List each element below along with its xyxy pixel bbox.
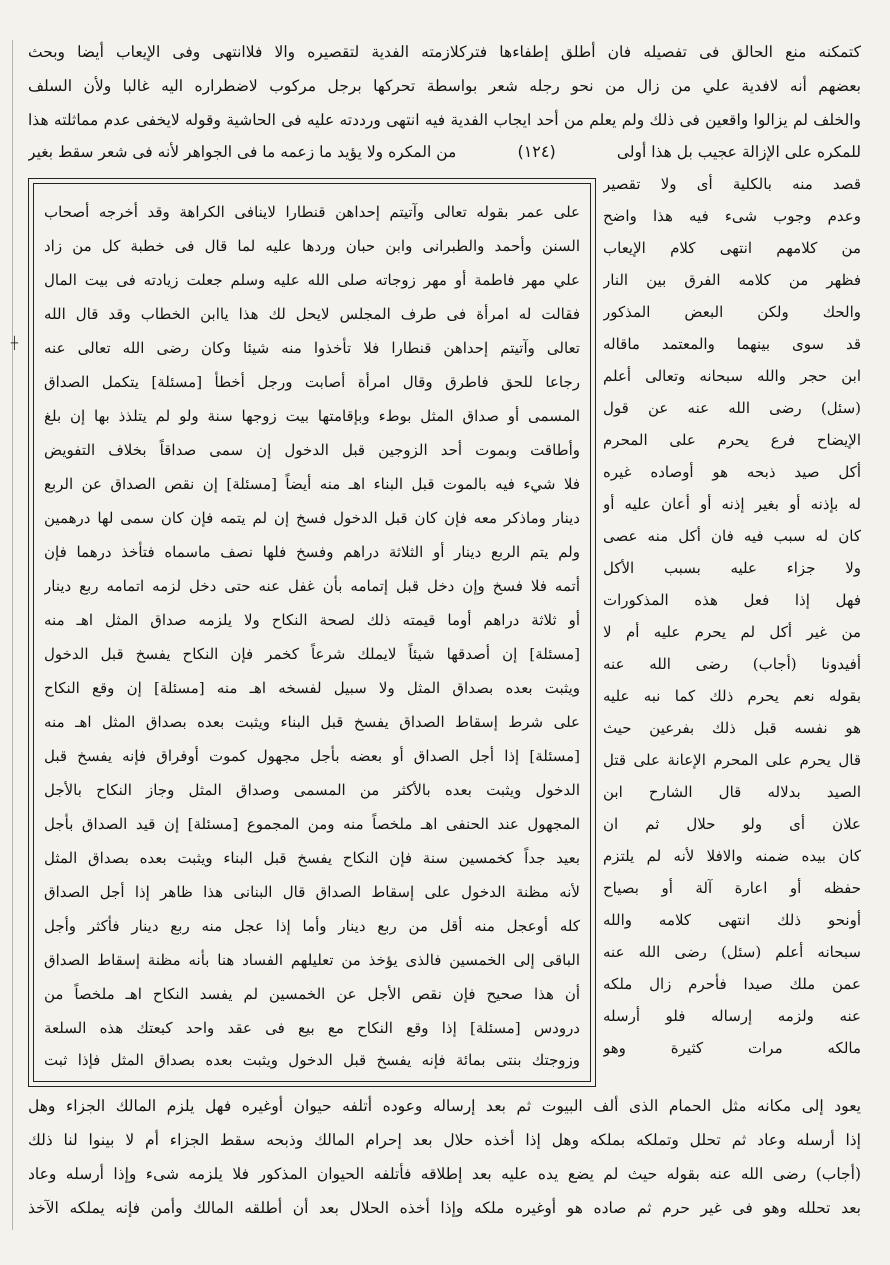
box-line: على شرط إسقاط الصداق يفسخ قبل البناء ويثبت بعده بصداق المثل اهـ منه: [44, 713, 580, 731]
marker-line-right: للمكره على الإزالة عجيب بل هذا أولى: [616, 143, 861, 161]
box-line: كله أوعجل منه أقل من ربع دينار وأما إذا عجل منه ربع دينار فأكثر وأجل: [44, 917, 580, 935]
side-line: سبحانه أعلم (سئل) رضى الله عنه: [603, 943, 861, 961]
side-line: وعدم وجوب شىء فيه هذا واضح: [603, 207, 861, 225]
side-line: كان له سبب فيه فان أكل منه عصى: [603, 527, 861, 545]
box-line: أن هذا صحيح فإن نقص الأجل عن الخمسين لم يفسد النكاح اهـ ملخصاً من: [44, 985, 580, 1003]
top-line: كتمكنه منع الحالق فى تفصيله فان أطلق إطفاءها فتركلازمته الفدية لتقصيره والا فلاانتهى وفى الإيعاب أيضا وبحث: [28, 43, 861, 61]
side-line: الصيد بدلاله قال الشارح ابن: [603, 783, 861, 801]
top-line: بعضهم أنه لافدية علي من زال من نحو رجله شعر بواسطة تحركها برجل مركوب لاضطراره اليه غالبا ولأن السلف: [28, 77, 861, 95]
box-line: ويثبت بعده بصداق المثل ولا سبيل لفسخه اهـ منه [مسئلة] إن وقع النكاح: [44, 679, 580, 697]
side-line: له بإذنه أو بغير إذنه أو أعان عليه أو: [603, 495, 861, 513]
side-line: ابن حجر والله سبحانه وتعالى أعلم: [603, 367, 861, 385]
box-line: وزوجتك بنتى بمائة فإنه يفسخ قبل الدخول ويثبت بعده بصداق المثل فإذا ثبت: [44, 1051, 580, 1069]
box-line: الباقى إلى الخمسين فالذى يؤخذ من تعليلهم الفساد هنا بأنه مظنة إسقاط الصداق: [44, 951, 580, 969]
box-line: [مسئلة] إن أصدقها شيئاً لايملك شرعاً كخمر فإن النكاح يفسخ قبل الدخول: [44, 645, 580, 663]
box-line: درودس [مسئلة] إذا وقع النكاح مع بيع فى عقد واحد كبعتك هذه السلعة: [44, 1019, 580, 1037]
side-line: أكل صيد ذبحه هو أوصاده غيره: [603, 463, 861, 481]
side-line: أفيدونا (أجاب) رضى الله عنه: [603, 655, 861, 673]
page-number: (١٢٤): [517, 142, 556, 161]
side-line: عمن ملك صيدا فأحرم زال ملكه: [603, 975, 861, 993]
side-line: والحك ولكن البعض المذكور: [603, 303, 861, 321]
left-margin-rule: [12, 40, 13, 1230]
side-line: ولا جزاء عليه بسبب الأكل: [603, 559, 861, 577]
side-line: من كلامهم انتهى كلام الإيعاب: [603, 239, 861, 257]
marker-line-left: من المكره ولا يؤيد ما زعمه ما فى الجواهر لأنه فى شعر سقط بغير: [28, 143, 457, 161]
box-line: أو ثلاثة دراهم أوما قيمته ذلك لصحة النكاح ولا يلزمه صداق المثل اهـ منه: [44, 611, 580, 629]
box-line: تعالى وآتيتم إحداهن قنطارا فلا تأخذوا منه شيئا وكان رضى الله تعالى عنه: [44, 339, 580, 357]
bottom-line: بعد تحلله وهو فى غير حرم ثم صاده هو أوغيره ملكه وإذا أخذه الحلال بعد أن أطلقه المالك وأمن فإنه يملكه الآخذ: [28, 1199, 861, 1217]
box-line: ولم يتم الربع دينار أو الثلاثة دراهم وفسخ فلها نصف ماسماه فتأخذ درهما فإن: [44, 543, 580, 561]
box-line: وأطاقت وبموت أحد الزوجين قبل الدخول إن سمى صداقاً بخلاف التفويض: [44, 441, 580, 459]
page-number-line: [28, 138, 861, 168]
top-line: والخلف لم يزالوا واقعين فى ذلك ولم يعلم من أحد ايجاب الفدية فيه انتهى ورددته عليه فى الحاشية وقوله لايخفى عدم مماثلته هذا: [28, 111, 861, 129]
side-line: كان بيده ضمنه والافلا لأنه لم يلتزم: [603, 847, 861, 865]
side-line: قصد منه بالكلية أى ولا تقصير: [603, 175, 861, 193]
side-line: بقوله نعم يحرم ذلك كما نبه عليه: [603, 687, 861, 705]
box-line: فقالت له امرأة فى طرف المجلس لايحل لك هذا ياابن الخطاب وقد قال الله: [44, 305, 580, 323]
box-line: بعيد جداً كخمسين سنة فإن النكاح يفسخ قبل البناء ويثبت بعده بصداق المثل: [44, 849, 580, 867]
side-line: قال يحرم على المحرم الإعانة على قتل: [603, 751, 861, 769]
box-line: [مسئلة] إذا أجل الصداق أو بعضه بأجل مجهول كموت أوفراق فإنه يفسخ قبل: [44, 747, 580, 765]
side-line: علان أى ولو حلال ثم ان: [603, 815, 861, 833]
box-line: على عمر بقوله تعالى وآتيتم إحداهن قنطارا لاينافى الكراهة وقد أخرجه أصحاب: [44, 203, 580, 221]
box-line: رجاعا للحق فاطرق وقال امرأة أصابت ورجل أخطأ [مسئلة] يتكمل الصداق: [44, 373, 580, 391]
side-line: مالكه مرات كثيرة وهو: [603, 1039, 861, 1057]
box-line: فلا شيء فيه بالموت قبل البناء اهـ منه أيضاً [مسئلة] إن نقص الصداق عن الربع: [44, 475, 580, 493]
box-line: علي مهر فاطمة أو مهر زوجاته صلى الله عليه وسلم جعلت زيادته فى بيت المال: [44, 271, 580, 289]
bottom-line: (أجاب) رضى الله عنه بقوله حيث لم يضع يده عليه بعد إطلاقه فأتلفه الحيوان المذكور فلا يلزمه شىء وإذا أرسله وعاد: [28, 1165, 861, 1183]
box-line: المجهول عند الحنفى اهـ ملخصاً منه ومن المجموع [مسئلة] إن قيد الصداق بأجل: [44, 815, 580, 833]
side-line: من غير أكل لم يحرم عليه أم لا: [603, 623, 861, 641]
box-line: السنن وأحمد والطبرانى وابن حبان وردها عليه لما قال فى خطبة كل من زاد: [44, 237, 580, 255]
box-line: الدخول ويثبت بعده بالأكثر من المسمى وصداق المثل وجاز النكاح بالأجل: [44, 781, 580, 799]
box-line: دينار وماذكر معه فإن كان قبل الدخول فسخ إن لم يتمه فإن كان سمى لها درهمين: [44, 509, 580, 527]
margin-cross-mark: ┼: [10, 336, 18, 350]
side-line: الإيضاح فرع يحرم على المحرم: [603, 431, 861, 449]
box-line: لأنه مظنة الدخول على إسقاط الصداق قال البنانى هذا ظاهر إذا أجل الصداق: [44, 883, 580, 901]
side-line: أونحو ذلك انتهى كلامه والله: [603, 911, 861, 929]
side-line: (سئل) رضى الله عنه عن قول: [603, 399, 861, 417]
side-line: فهل إذا فعل هذه المذكورات: [603, 591, 861, 609]
box-line: أتمه فلا فسخ وإن دخل قبل إتمامه بأن غفل عنه حتى دخل لزمه اتمامه ربع دينار: [44, 577, 580, 595]
bottom-line: إذا أرسله وعاد ثم تحلل وتملكه بملكه وهل إذا أخذه حلال بعد إحرام المالك وذبحه سقط الجزاء أم لا بينوا لنا ذلك: [28, 1131, 861, 1149]
bottom-line: يعود إلى مكانه مثل الحمام الذى ألف البيوت ثم بعد إرساله وعوده أتلفه حيوان أوغيره فهل يلزم المالك الجزاء وهل: [28, 1097, 861, 1115]
side-line: قد سوى بينهما والمعتمد ماقاله: [603, 335, 861, 353]
side-line: حفظه أو اعارة آلة أو بصياح: [603, 879, 861, 897]
side-line: فظهر من كلامه الفرق بين النار: [603, 271, 861, 289]
box-line: المسمى أو صداق المثل بوطء وبإقامتها بيت زوجها سنة ولو لم يتلذذ بها إن بلغ: [44, 407, 580, 425]
side-line: هو نفسه قبل ذلك بفرعين حيث: [603, 719, 861, 737]
side-line: عنه ولزمه إرساله فلو أرسله: [603, 1007, 861, 1025]
